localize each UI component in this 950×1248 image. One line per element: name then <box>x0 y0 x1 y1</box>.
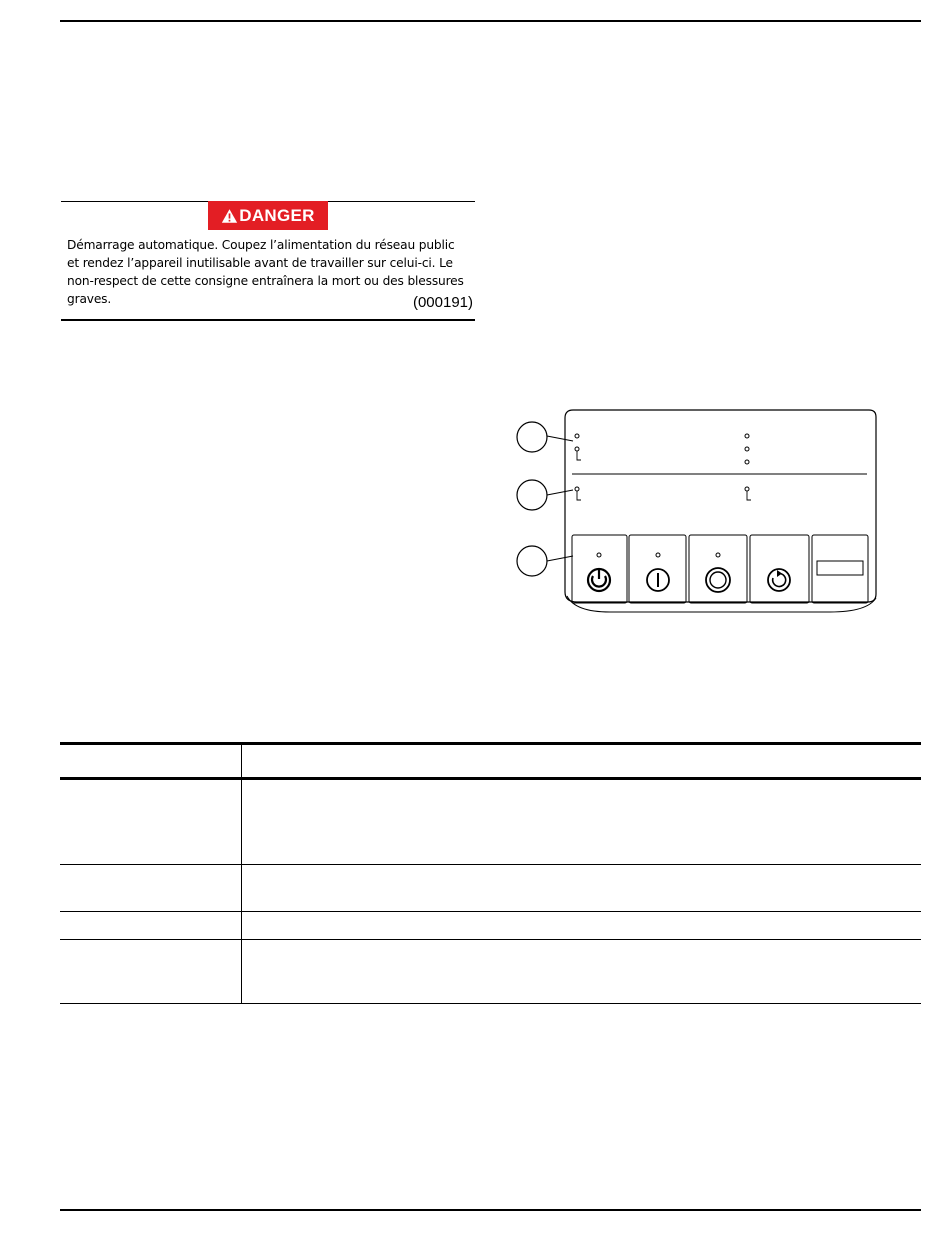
table-row-rule <box>60 939 921 940</box>
danger-code: (000191) <box>412 294 473 311</box>
callout-1-leader <box>547 436 573 441</box>
led-indicator <box>745 447 749 451</box>
led-lead <box>577 491 581 500</box>
danger-body-text: Démarrage automatique. Coupez l’alimentation du réseau public et rendez l’appareil inutilisable avant de travailler sur celui-ci. Le non-respect de cette consigne entraînera la mort ou des blessures graves. <box>67 238 464 306</box>
display-window <box>817 561 863 575</box>
table-top-rule <box>60 742 921 745</box>
bottom-rule <box>60 1209 921 1211</box>
display-bay <box>812 535 868 603</box>
callout-2 <box>517 480 547 510</box>
callout-3-leader <box>547 556 573 561</box>
led-indicator <box>656 553 660 557</box>
led-indicator <box>575 487 579 491</box>
table-row-rule <box>60 911 921 912</box>
table-header-rule <box>60 777 921 780</box>
callout-1 <box>517 422 547 452</box>
led-lead <box>747 491 751 500</box>
on-icon[interactable] <box>647 569 669 591</box>
danger-bottom-rule <box>61 319 475 321</box>
reset-icon[interactable] <box>768 569 790 591</box>
danger-label: DANGER <box>239 205 315 225</box>
led-lead <box>577 451 581 460</box>
led-indicator <box>597 553 601 557</box>
warning-triangle-icon <box>221 208 238 224</box>
danger-badge <box>208 201 328 230</box>
led-indicator <box>575 447 579 451</box>
led-indicator <box>745 487 749 491</box>
led-indicator <box>575 434 579 438</box>
power-icon[interactable] <box>588 569 610 591</box>
table-row-rule <box>60 864 921 865</box>
panel-base-curve <box>567 596 876 612</box>
panel-housing <box>565 410 876 602</box>
table-bottom-rule <box>60 1003 921 1004</box>
top-rule <box>60 20 921 22</box>
callout-2-leader <box>547 490 573 495</box>
table-column-divider <box>241 745 242 1004</box>
callout-3 <box>517 546 547 576</box>
control-panel-illustration <box>515 406 880 616</box>
record-icon[interactable] <box>706 568 730 592</box>
led-indicator <box>745 460 749 464</box>
led-indicator <box>716 553 720 557</box>
danger-notice <box>61 201 475 320</box>
led-indicator <box>745 434 749 438</box>
